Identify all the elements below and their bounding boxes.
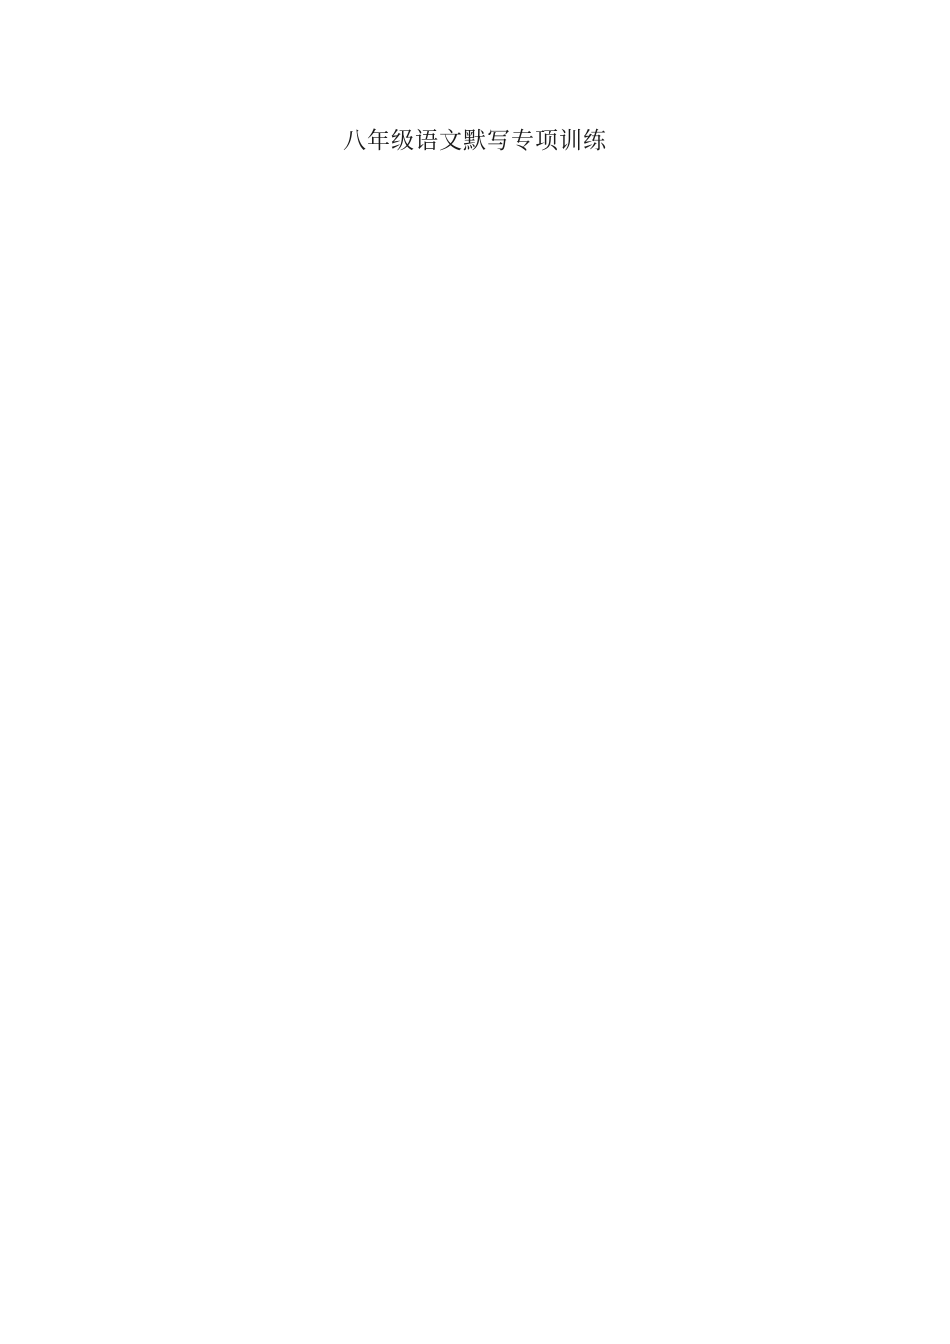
page-title: 八年级语文默写专项训练: [343, 128, 607, 154]
